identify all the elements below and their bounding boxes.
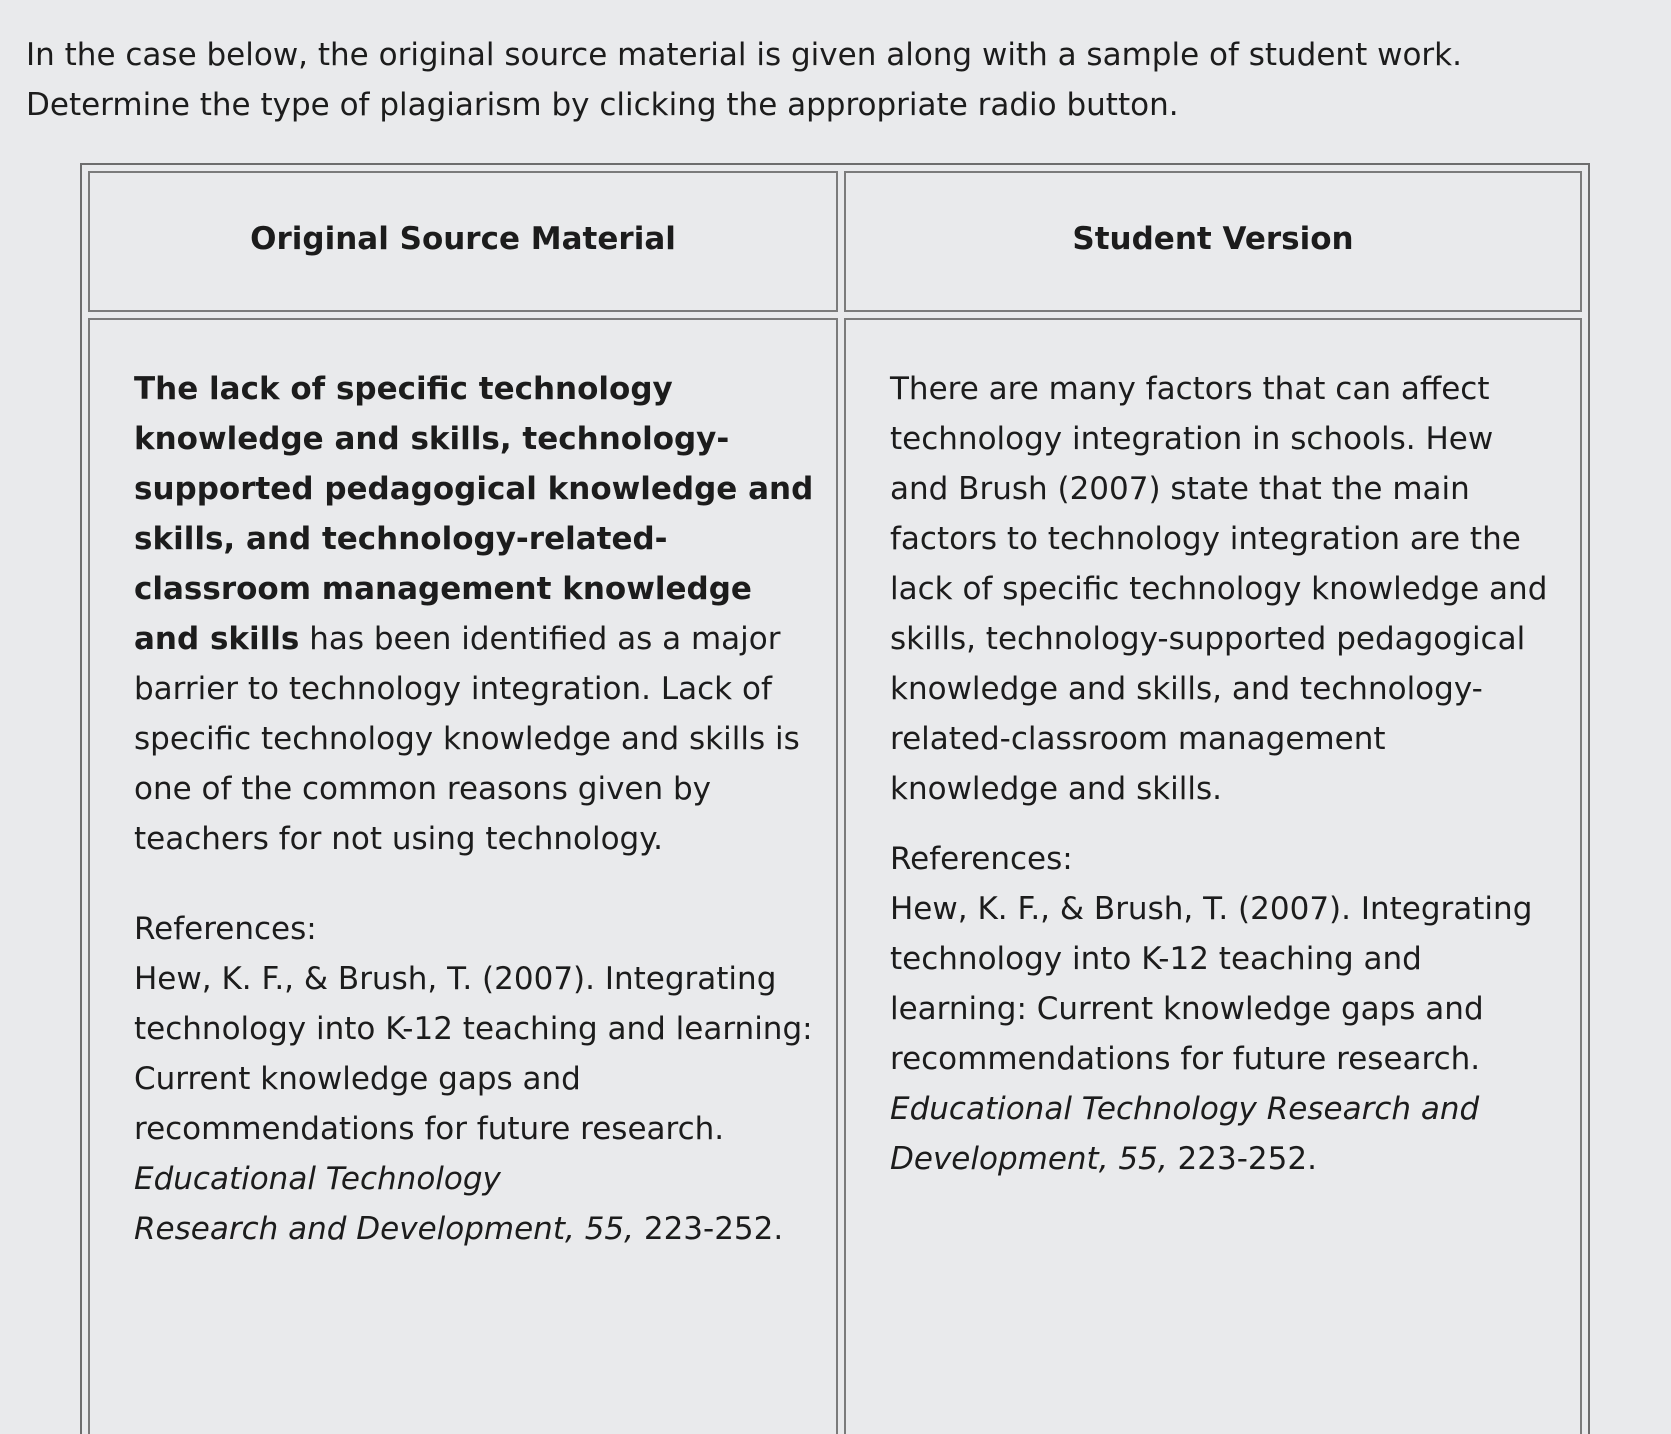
original-reference-journal-1: Educational Technology: [134, 1161, 501, 1197]
instructions: [26, 30, 1586, 130]
student-references-label: References:: [890, 841, 1073, 877]
student-version-paragraph: There are many factors that can affect technology integration in schools. Hew and Brush (2007) state that the main factors to technology integration are the lack of specific technology knowledge and skills, technology-supported pedagogical knowledge and skills, and technology-related-classroom management knowledge and skills.: [890, 371, 1548, 807]
original-reference-journal-2: Research and Development, 55,: [134, 1211, 634, 1247]
comparison-table: [80, 163, 1590, 1434]
student-reference-plain: Hew, K. F., & Brush, T. (2007). Integrating technology into K-12 teaching and learning: Current knowledge gaps and recommendations for future research.: [890, 891, 1533, 1077]
original-source-paragraph: [134, 364, 816, 864]
instructions-line-1: In the case below, the original source material is given along with a sample of student work.: [26, 37, 1462, 73]
header-cell-original: [88, 171, 838, 312]
student-reference-journal: Educational Technology Research and Development, 55,: [890, 1091, 1480, 1177]
original-reference-pages: 223-252.: [634, 1211, 784, 1247]
student-reference-pages: 223-252.: [1167, 1141, 1317, 1177]
student-version-content: [890, 364, 1560, 1184]
student-version-cell: [844, 318, 1582, 1434]
original-references-label: References:: [134, 911, 317, 947]
instructions-line-2: Determine the type of plagiarism by clicking the appropriate radio button.: [26, 87, 1179, 123]
original-regular-text: has been identified as a major barrier to technology integration. Lack of specific technology knowledge and skills is one of the common reasons given by teachers for not using technology.: [134, 621, 800, 857]
header-cell-student: [844, 171, 1582, 312]
student-version-header: Student Version: [1072, 221, 1354, 257]
student-reference: [890, 884, 1560, 1184]
original-source-content: [134, 364, 816, 1254]
original-source-cell: [88, 318, 838, 1434]
original-reference: [134, 954, 816, 1254]
original-bold-text: The lack of specific technology knowledge and skills, technology-supported pedagogical knowledge and skills, and technology-related-classroom management knowledge and skills: [134, 371, 814, 657]
original-reference-plain: Hew, K. F., & Brush, T. (2007). Integrating technology into K-12 teaching and learning: Current knowledge gaps and recommendations for future research.: [134, 961, 813, 1147]
original-source-header: Original Source Material: [250, 221, 676, 257]
